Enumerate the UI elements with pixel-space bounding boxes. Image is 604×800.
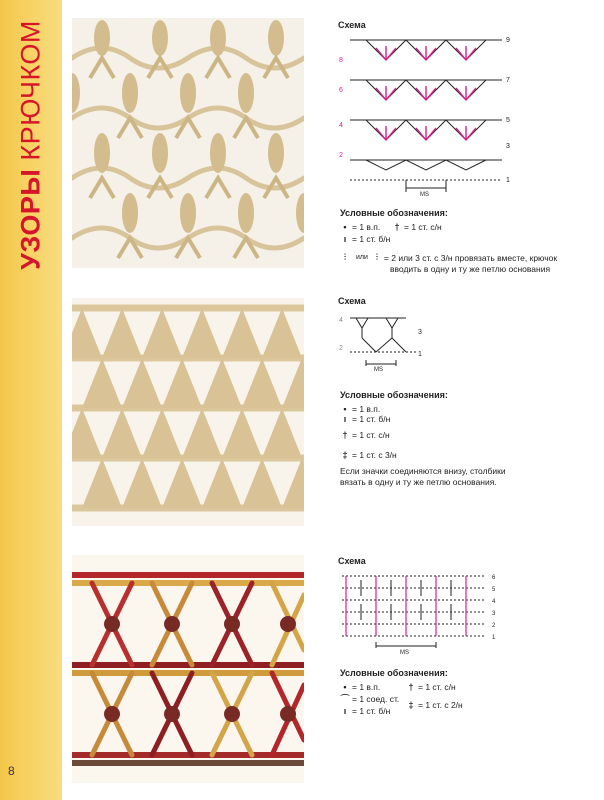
- p3-row-4: 2: [492, 623, 496, 629]
- pattern-2-legend-title: Условные обозначения:: [340, 390, 448, 400]
- p1-legend-dc: † = 1 ст. с/н: [392, 222, 442, 232]
- pattern-1-legend-title: Условные обозначения:: [340, 208, 448, 218]
- chain-symbol: •: [343, 404, 347, 414]
- single-crochet-symbol: ı: [343, 234, 347, 244]
- pattern-2-scheme-label: Схема: [338, 296, 366, 306]
- double-crochet-symbol: †: [394, 222, 400, 232]
- p2-legend-tr: ‡ = 1 ст. с 3/н: [340, 450, 397, 460]
- p2-legend-dc: † = 1 ст. с/н: [340, 430, 390, 440]
- pattern-1-photo: [72, 18, 304, 268]
- p3-legend-sc: ı = 1 ст. б/н: [340, 706, 390, 716]
- p1-legend-ch: • = 1 в.п.: [340, 222, 380, 232]
- single-crochet-symbol: ı: [343, 706, 347, 716]
- pattern-3-legend-title: Условные обозначения:: [340, 668, 448, 678]
- p1-row-right-3: 3: [506, 143, 510, 150]
- pattern-1-scheme-label: Схема: [338, 20, 366, 30]
- p1-row-right-4: 1: [506, 177, 510, 184]
- p2-row-right-1: 1: [418, 351, 422, 358]
- p3-row-3: 3: [492, 611, 496, 617]
- p2-row-left-1: 2: [339, 345, 343, 352]
- treble-crochet-symbol: ‡: [342, 450, 348, 460]
- p1-row-left-3: 2: [339, 152, 343, 159]
- p1-legend-cluster: ⫶ или ⫶ = 2 или 3 ст. с 3/н провязать вместе, крючок: [340, 252, 557, 263]
- p2-repeat-label: MS: [374, 367, 383, 372]
- double-treble-symbol: ‡: [408, 700, 414, 710]
- cluster-symbol: ⫶: [343, 252, 347, 262]
- double-crochet-symbol: †: [342, 430, 348, 440]
- p3-row-5: 1: [492, 635, 496, 641]
- p1-row-left-0: 8: [339, 57, 343, 64]
- pattern-2-diagram: [336, 308, 436, 372]
- section-title: УЗОРЫ КРЮЧКОМ: [15, 20, 46, 270]
- p3-legend-ch: • = 1 в.п.: [340, 682, 380, 692]
- cluster-alt-symbol: ⫶: [375, 252, 379, 262]
- p1-row-left-1: 6: [339, 87, 343, 94]
- p1-repeat-label: MS: [420, 192, 429, 198]
- p3-row-2: 4: [492, 599, 496, 605]
- p1-legend-cluster-line2: вводить в одну и ту же петлю основания: [390, 264, 551, 274]
- sidebar: [0, 0, 62, 800]
- p1-row-right-1: 7: [506, 77, 510, 84]
- slip-stitch-symbol: ⌒: [340, 694, 350, 704]
- p3-repeat-label: MS: [400, 650, 409, 656]
- p1-row-right-0: 9: [506, 37, 510, 44]
- pattern-1-diagram: [336, 30, 516, 198]
- p3-legend-dc: † = 1 ст. с/н: [406, 682, 456, 692]
- chain-symbol: •: [343, 222, 347, 232]
- p1-row-right-2: 5: [506, 117, 510, 124]
- chain-symbol: •: [343, 682, 347, 692]
- p3-row-0: 6: [492, 575, 496, 581]
- p1-legend-sc: ı = 1 ст. б/н: [340, 234, 390, 244]
- p2-row-left-0: 4: [339, 317, 343, 324]
- pattern-3-diagram: [336, 570, 504, 656]
- p3-legend-sl: ⌒ = 1 соед. ст.: [340, 693, 400, 704]
- p2-legend-sc: ı = 1 ст. б/н: [340, 414, 390, 424]
- pattern-3-photo: [72, 555, 304, 783]
- page-number: 8: [8, 764, 15, 778]
- p3-legend-dtr: ‡ = 1 ст. с 2/н: [406, 700, 463, 710]
- p3-row-1: 5: [492, 587, 496, 593]
- p2-note: Если значки соединяются внизу, столбики вязать в одну и ту же петлю основания.: [340, 466, 506, 487]
- double-crochet-symbol: †: [408, 682, 414, 692]
- p2-legend-ch: • = 1 в.п.: [340, 404, 380, 414]
- p2-row-right-0: 3: [418, 329, 422, 336]
- pattern-2-photo: [72, 298, 304, 526]
- single-crochet-symbol: ı: [343, 414, 347, 424]
- p1-row-left-2: 4: [339, 122, 343, 129]
- pattern-3-scheme-label: Схема: [338, 556, 366, 566]
